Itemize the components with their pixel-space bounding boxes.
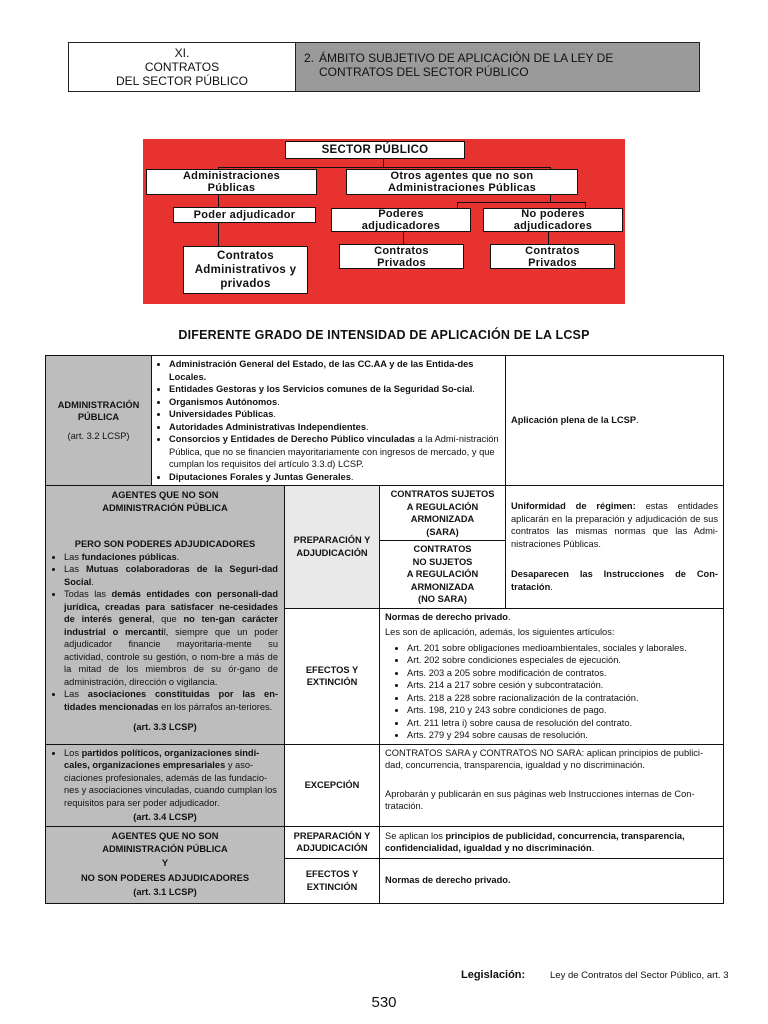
item-title-line-1: ÁMBITO SUBJETIVO DE APLICACIÓN DE LA LEY DE bbox=[319, 51, 614, 65]
article-item: • Art. 211 letra i) sobre causa de resolución del contrato. bbox=[407, 717, 718, 730]
no-poderes-adjudicadores-node: No poderes adjudicadores bbox=[483, 208, 623, 232]
sara-cells bbox=[380, 486, 506, 609]
table-row-partidos bbox=[46, 744, 724, 826]
administraciones-publicas-node: Administraciones Públicas bbox=[146, 169, 317, 195]
contratos-administrativos-node: Contratos Administrativos y privados bbox=[183, 246, 308, 294]
poderes-item: • Las fundaciones públicas. bbox=[64, 551, 278, 564]
uniformidad-cell: Uniformidad de régimen: estas entidades aplicarán en la preparación y adjudicación de sus contratos las mismas normas que las Admi-nistraciones Públicas. Desaparecen las Instrucciones de Con-tratación. bbox=[506, 486, 724, 609]
no-poderes-efectos-cell: Normas de derecho privado. bbox=[380, 858, 724, 903]
article-item: • Art. 202 sobre condiciones especiales de ejecución. bbox=[407, 654, 718, 667]
sector-publico-node: SECTOR PÚBLICO bbox=[285, 141, 465, 159]
administracion-item: • Organismos Autónomos. bbox=[169, 396, 500, 409]
administracion-list-cell bbox=[152, 356, 506, 486]
item-number: 2. bbox=[304, 51, 315, 65]
section-title-box bbox=[69, 43, 296, 91]
poderes-ref: (art. 3.3 LCSP) bbox=[133, 722, 197, 732]
no-poderes-cell: AGENTES QUE NO SON ADMINISTRACIÓN PÚBLICA Y NO SON PODERES ADJUDICADORES (art. 3.1 LCSP) bbox=[46, 826, 285, 903]
efectos-cell: Normas de derecho privado. Les son de aplicación, además, los siguientes artículos: • Art. 201 sobre obligaciones medioambientales, sociales y laborales. • Art. 202 sobre condiciones especiales de ejecución. • Arts. 203 a 205 sobre modificación de contratos. • Arts. 214 a 217 sobre cesión y subcontratación. • Arts. 218 a 228 sobre racionalización de la contratación. • Arts. 198, 210 y 243 sobre condiciones de pago. • Art. 211 letra i) sobre causa de resolución del contrato. • Arts. 279 y 294 sobre causas de resolución. bbox=[380, 608, 724, 744]
intensity-table bbox=[45, 355, 724, 904]
legislation-ref: Ley de Contratos del Sector Público, art. 3 bbox=[550, 970, 729, 981]
sector-publico-diagram bbox=[143, 139, 625, 304]
table-row-administracion bbox=[46, 356, 724, 486]
article-item: • Art. 201 sobre obligaciones medioambientales, sociales y laborales. bbox=[407, 642, 718, 655]
efectos-label: EFECTOS Y EXTINCIÓN bbox=[285, 608, 380, 744]
article-item: • Arts. 214 a 217 sobre cesión y subcontratación. bbox=[407, 679, 718, 692]
administracion-item: • Entidades Gestoras y los Servicios comunes de la Seguridad So-cial. bbox=[169, 383, 500, 396]
no-poderes-efectos-label: EFECTOS Y EXTINCIÓN bbox=[285, 858, 380, 903]
poderes-list bbox=[52, 551, 278, 714]
administracion-result-cell: Aplicación plena de la LCSP. bbox=[506, 356, 724, 486]
page-number: 530 bbox=[371, 994, 397, 1011]
section-number: XI. bbox=[174, 46, 190, 60]
article-item: • Arts. 279 y 294 sobre causas de resolución. bbox=[407, 729, 718, 742]
contratos-privados-node-2: Contratos Privados bbox=[490, 244, 615, 269]
table-row-no-poderes-preparacion bbox=[46, 826, 724, 858]
otros-agentes-node: Otros agentes que no son Administraciones Públicas bbox=[346, 169, 578, 195]
section-title-line-2: DEL SECTOR PÚBLICO bbox=[115, 74, 249, 88]
administracion-item: • Autoridades Administrativas Independientes. bbox=[169, 421, 500, 434]
section-title-line-1: CONTRATOS bbox=[144, 60, 220, 74]
item-title-box bbox=[296, 43, 699, 91]
administracion-label-cell: ADMINISTRACIÓN PÚBLICA (art. 3.2 LCSP) bbox=[46, 356, 152, 486]
article-item: • Arts. 198, 210 y 243 sobre condiciones de pago. bbox=[407, 704, 718, 717]
articles-list bbox=[385, 642, 718, 742]
no-sara-box: CONTRATOS NO SUJETOS A REGULACIÓN ARMONIZADA (NO SARA) bbox=[406, 544, 479, 604]
poderes-adjudicadores-cell: AGENTES QUE NO SON ADMINISTRACIÓN PÚBLICA PERO SON PODERES ADJUDICADORES • Las fundaciones públicas. • Las Mutuas colaboradoras de la Seguri-dad Social. • Todas las demás entidades con personali-dad jurídica, creadas para satisfacer ne-cesidades de interés general, que no ten-gan carácter industrial o mercantil, siempre que un poder adjudicador financie mayoritaria-mente su actividad, controle su gestión, o nom-bre a más de la mitad de los miembros de su ór-gano de administración, dirección o vigilancia. • Las asociaciones constituidas por las en-tidades mencionadas en los párrafos an-teriores. (art. 3.3 LCSP) bbox=[46, 486, 285, 745]
no-poderes-principios-cell: Se aplican los principios de publicidad, concurrencia, transparencia, confidencialidad, igualdad y no discriminación. bbox=[380, 826, 724, 858]
item-title-line-2: CONTRATOS DEL SECTOR PÚBLICO bbox=[319, 65, 529, 79]
preparacion-label: PREPARACIÓN Y ADJUDICACIÓN bbox=[285, 486, 380, 609]
poderes-adjudicadores-node: Poderes adjudicadores bbox=[331, 208, 471, 232]
administracion-item: • Diputaciones Forales y Juntas Generales. bbox=[169, 471, 500, 484]
poderes-subtitle: PERO SON PODERES ADJUDICADORES bbox=[74, 539, 256, 549]
contratos-privados-node-1: Contratos Privados bbox=[339, 244, 464, 269]
section-header bbox=[68, 42, 700, 92]
legislation-label: Legislación: bbox=[461, 969, 526, 981]
partidos-list: • Los partidos políticos, organizaciones sindi-cales, organizaciones empresariales y aso-ciaciones profesionales, además de las fundacio-nes y asociaciones vinculadas, cuando cumplan los requisitos para ser poder adjudicador. bbox=[52, 747, 278, 810]
poderes-item: • Las asociaciones constituidas por las en-tidades mencionadas en los párrafos an-teriores. bbox=[64, 688, 278, 713]
no-poderes-preparacion-label: PREPARACIÓN Y ADJUDICACIÓN bbox=[285, 826, 380, 858]
administracion-list bbox=[157, 358, 500, 483]
poderes-item: • Las Mutuas colaboradoras de la Seguri-dad Social. bbox=[64, 563, 278, 588]
administracion-item: • Administración General del Estado, de las CC.AA y de las Entida-des Locales. bbox=[169, 358, 500, 383]
table-title: DIFERENTE GRADO DE INTENSIDAD DE APLICACIÓN DE LA LCSP bbox=[178, 328, 590, 342]
administracion-item: • Universidades Públicas. bbox=[169, 408, 500, 421]
table-row-poderes-preparacion bbox=[46, 486, 724, 609]
excepcion-label: EXCEPCIÓN bbox=[285, 744, 380, 826]
article-item: • Arts. 203 a 205 sobre modificación de contratos. bbox=[407, 667, 718, 680]
administracion-ref: (art. 3.2 LCSP) bbox=[67, 430, 130, 441]
poderes-item: • Todas las demás entidades con personali-dad jurídica, creadas para satisfacer ne-cesidades de interés general, que no ten-gan carácter industrial o mercantil, siempre que un poder adjudicador financie mayoritaria-mente su actividad, controle su gestión, o nom-bre a más de la mitad de los miembros de su ór-gano de administración, dirección o vigilancia. bbox=[64, 588, 278, 688]
administracion-item: • Consorcios y Entidades de Derecho Público vinculadas a la Admi-nistración Pública, que no se financien mayoritariamente con ingresos de mercado, y que cumplan los requisitos del artículo 3.3.d) LCSP. bbox=[169, 433, 500, 471]
excepcion-cell: CONTRATOS SARA y CONTRATOS NO SARA: aplican principios de publici-dad, concurrencia, transparencia, igualdad y no discriminación. Aprobarán y publicarán en sus páginas web Instrucciones internas de Con-tratación. bbox=[380, 744, 724, 826]
sara-box: CONTRATOS SUJETOS A REGULACIÓN ARMONIZADA (SARA) bbox=[380, 486, 505, 541]
partidos-ref: (art. 3.4 LCSP) bbox=[133, 812, 197, 822]
partidos-cell bbox=[46, 744, 285, 826]
article-item: • Arts. 218 a 228 sobre racionalización de la contratación. bbox=[407, 692, 718, 705]
poder-adjudicador-node: Poder adjudicador bbox=[173, 207, 316, 223]
